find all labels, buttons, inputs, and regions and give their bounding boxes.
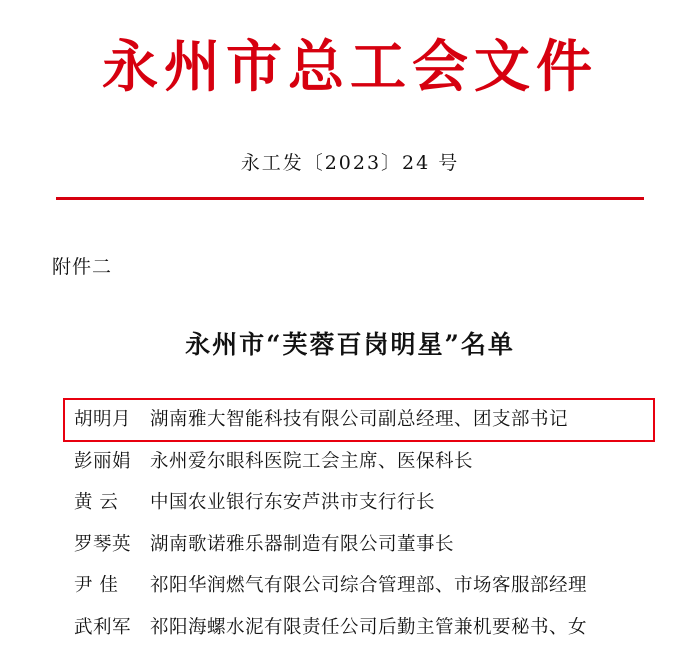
person-description: 湖南歌诺雅乐器制造有限公司董事长: [150, 533, 455, 555]
list-item: [70, 441, 648, 483]
person-description: 中国农业银行东安芦洪市支行行长: [150, 492, 436, 514]
person-name: 彭丽娟: [74, 450, 132, 472]
person-description: 祁阳海螺水泥有限责任公司后勤主管兼机要秘书、女: [150, 616, 588, 638]
person-description: 湖南雅大智能科技有限公司副总经理、团支部书记: [150, 409, 569, 430]
list-item: [70, 524, 648, 566]
page-title: 永州市总工会文件: [102, 34, 598, 100]
name-list: [0, 399, 700, 649]
person-name: 罗琴英: [74, 533, 132, 555]
list-item: [70, 565, 648, 607]
person-name: 黄 云: [74, 492, 119, 514]
list-item: [64, 399, 654, 441]
person-name: 武利军: [74, 616, 132, 638]
person-description: 永州爱尔眼科医院工会主席、医保科长: [150, 450, 474, 472]
list-title: 永州市“芙蓉百岗明星”名单: [185, 330, 515, 359]
list-item: [70, 607, 648, 649]
attachment-label: 附件二: [52, 256, 113, 278]
list-item: [70, 482, 648, 524]
person-name: 尹 佳: [74, 575, 119, 597]
document-number: 永工发〔2023〕24 号: [240, 152, 460, 174]
person-description: 祁阳华润燃气有限公司综合管理部、市场客服部经理: [150, 575, 588, 597]
person-name: 胡明月: [74, 409, 132, 430]
